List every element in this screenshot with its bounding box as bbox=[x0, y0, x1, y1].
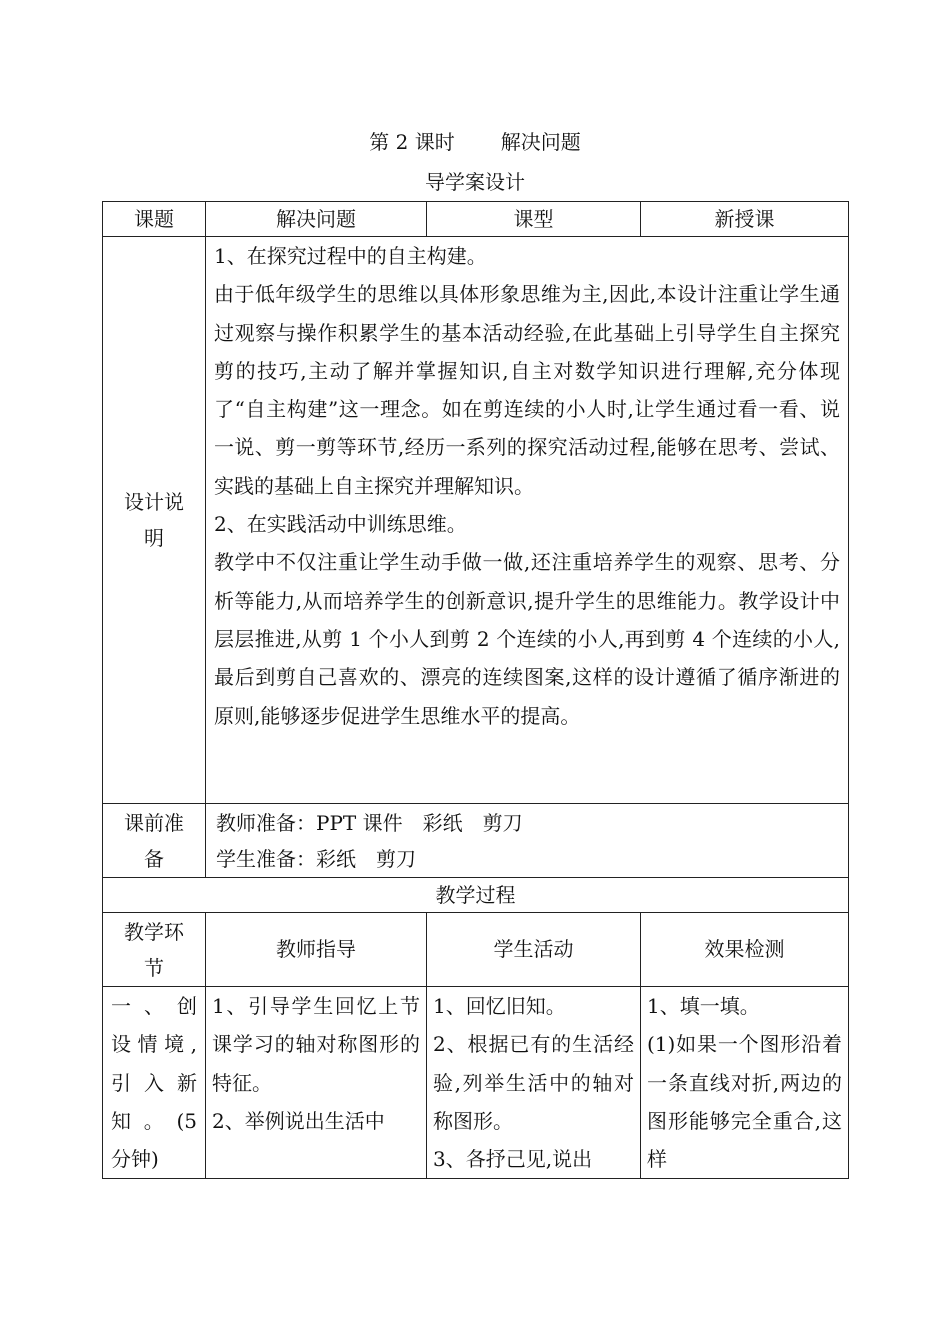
student-prep: 学生准备：彩纸 剪刀 bbox=[216, 846, 416, 871]
design-heading-2: 2、在实践活动中训练思维。 bbox=[214, 512, 467, 537]
student-activity-cell: 1、回忆旧知。 2、根据已有的生活经验,列举生活中的轴对称图形。 3、各抒己见,说出 bbox=[427, 987, 641, 1179]
lesson-topic: 解决问题 bbox=[500, 130, 581, 154]
design-label-cell: 设计说明 bbox=[103, 237, 206, 804]
process-title-row bbox=[103, 878, 849, 913]
design-content-cell bbox=[206, 237, 849, 804]
topic-value-cell: 解决问题 bbox=[206, 202, 427, 237]
design-heading-1: 1、在探究过程中的自主构建。 bbox=[214, 244, 487, 268]
stage-line: 一 、 创 bbox=[111, 994, 197, 1018]
design-row bbox=[103, 237, 849, 804]
prep-label-cell: 课前准备 bbox=[103, 804, 206, 878]
design-paragraph-1: 由于低年级学生的思维以具体形象思维为主,因此,本设计注重让学生通过观察与操作积累学生的基本活动经验,在此基础上引导学生自主探究剪的技巧,主动了解并掌握知识,自主对数学知识进行理解,充分体现了“自主构建”这一理念。如在剪连续的小人时,让学生通过看一看、说一说、剪一剪等环节,经历一系列的探究活动过程,能够在思考、尝试、实践的基础上自主探究并理解知识。 bbox=[214, 282, 840, 498]
effect-check-cell: 1、填一填。 (1)如果一个图形沿着一条直线对折,两边的图形能够完全重合,这样 bbox=[641, 987, 849, 1179]
stage-line: 知 。 (5 bbox=[111, 1108, 197, 1133]
teacher-prep: 教师准备：PPT 课件 彩纸 剪刀 bbox=[216, 810, 523, 835]
stage-line: 引 入 新 bbox=[111, 1070, 197, 1095]
check-header-cell: 效果检测 bbox=[641, 913, 849, 987]
prep-row bbox=[103, 804, 849, 878]
teacher-guidance-cell: 1、引导学生回忆上节课学习的轴对称图形的特征。 2、举例说出生活中 bbox=[206, 987, 427, 1179]
process-title-cell: 教学过程 bbox=[103, 878, 849, 913]
lesson-title bbox=[0, 126, 950, 155]
prep-content-cell bbox=[206, 804, 849, 878]
process-row-1 bbox=[103, 987, 849, 1179]
lesson-plan-table bbox=[102, 201, 849, 1179]
document-subtitle: 导学案设计 bbox=[425, 170, 525, 194]
student-header-cell: 学生活动 bbox=[427, 913, 641, 987]
stage-header-cell: 教学环节 bbox=[103, 913, 206, 987]
type-value-cell: 新授课 bbox=[641, 202, 849, 237]
lesson-number: 第 2 课时 bbox=[369, 130, 455, 154]
stage-line: 分钟) bbox=[111, 1147, 159, 1172]
stage-line: 设情境, bbox=[111, 1032, 197, 1057]
type-label-cell: 课型 bbox=[427, 202, 641, 237]
design-paragraph-2: 教学中不仅注重让学生动手做一做,还注重培养学生的观察、思考、分析等能力,从而培养学生的创新意识,提升学生的思维能力。教学设计中层层推进,从剪 1 个小人到剪 2 个连续的小人,再到剪 4 个连续的小人,最后到剪自己喜欢的、漂亮的连续图案,这样的设计遵循了循序渐进的原则,能够逐步促进学生思维水平的提高。 bbox=[214, 550, 840, 728]
topic-label-cell: 课题 bbox=[103, 202, 206, 237]
stage-cell bbox=[103, 987, 206, 1179]
teacher-header-cell: 教师指导 bbox=[206, 913, 427, 987]
process-header-row bbox=[103, 913, 849, 987]
header-row bbox=[103, 202, 849, 237]
